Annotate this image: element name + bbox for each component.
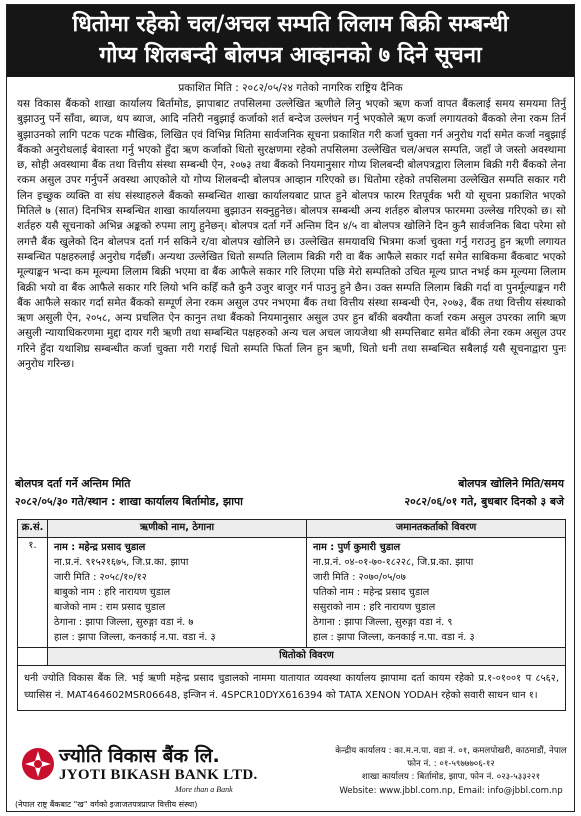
collateral-description: धनी ज्योति विकास बैंक लि. भई ऋणी महेन्द्र प्रसाद चुडालको नाममा यातायात व्यवस्था कार्यालय झापामा दर्ता कायम रहेको प्र.१-०१००१ प ८५६२, च्यासिस नं. MAT464602MSR06648, इन्जिन नं. 4SPCR10DYX616394 को TATA XENON YODAH रहेको सवारी साधन धान १। (18, 666, 566, 711)
collateral-row (18, 666, 566, 711)
bank-name-nepali: ज्योति विकास बैंक लि. (59, 745, 220, 767)
borrower-details (48, 538, 307, 648)
bank-logo-icon (21, 747, 55, 781)
borrower-citizenship: ना.प्र.नं. ९१५२१६७५, जि.प्र.का. झापा (54, 557, 189, 568)
borrower-table (17, 519, 566, 711)
guarantor-details (307, 538, 566, 648)
head-office-address: केन्द्रीय कार्यालय : का.म.न.पा. वडा नं. ०१, कमलपोखरी, काठमाडौं, नेपाल (335, 746, 567, 756)
notice-page (6, 4, 575, 812)
notice-body-text: यस विकास बैंकको शाखा कार्यालय बिर्तामोड, झापाबाट तपसिलमा उल्लेखित ऋणीले लिनु भएको ऋण कर्जा वापत बैंकलाई समय समयमा तिर्नु बुझाउनु पर्ने साँवा, ब्याज, थप ब्याज, आदि नतिरी नबुझाई कर्जाको शर्त बन्देज उल्लंघन गर्नु भएकोले ऋण कर्जा लगायतको बैंकको लेना रकम तिर्न बुझाउनको लागि पटक पटक मौखिक, लिखित एवं विभिन्न मितिमा सार्वजनिक सूचना प्रकाशित गरी कर्जा चुक्ता गर्न अनुरोध गर्दा समेत कर्जा नबुझाई बैंकको अनुरोधलाई बेवास्ता गर्नु भएको हुँदा ऋण कर्जाको धितो सुरक्षणमा रहेको तपसिलमा उल्लेखित चल/अचल सम्पति, जहाँ जे जस्तो अवस्थामा छ, सोही अवस्थामा बैंक तथा वित्तीय संस्था सम्बन्धी ऐन, २०७३ तथा बैंकको नियमानुसार गोप्य शिलबन्दी बोलपत्रद्वारा लिलाम बिक्री गरी बैंकको लेना रकम असुल उपर गर्नुपर्ने अवस्था आएकोले यो गोप्य शिलबन्दी बोलपत्र आव्हान गरिएको छ। धितोमा रहेको तपसिलमा उल्लेखित सम्पति सकार गरी लिन इच्छुक व्यक्ति वा संघ संस्थाहरुले बैंकको सम्बन्धित शाखा कार्यालयबाट प्राप्त हुने बोलपत्र फारम रितपूर्वक भरी यो सूचना प्रकाशित भएको मितिले ७ (सात) दिनभित्र सम्बन्धित शाखा कार्यालयमा बुझाउन सक्नुहुनेछ। बोलपत्र सम्बन्धी अन्य शर्तहरु बोलपत्र फारममा उल्लेख गरिएको छ। सो शर्तहरु यसै सूचनाको अभिन्न अङ्कको रुपमा लागु हुनेछन्। बोलपत्र दर्ता गर्ने अन्तिम दिन ४/५ वा बोलपत्र खोलिने दिन कुनै सार्वजनिक बिदा परेमा सो लगत्तै बैंक खुलेको दिन बोलपत्र दर्ता गर्न सकिने र/वा बोलपत्र खोलिने छ। उल्लेखित समयावधि भित्रमा कर्जा चुक्ता गर्नु गराउनु हुन ऋणी लगायत सम्बन्धित पक्षहरुलाई अनुरोध गर्दछौं। अन्यथा उल्लेखित धितो सम्पति लिलाम बिक्री गरी वा बैंक आफैले सकार गर्दा समेत साबिकमा बैंकबाट भएको मूल्याङ्कन भन्दा कम मूल्यमा लिलाम बिक्री भएमा वा बैंक आफैले सकार गरि लिएमा पछि मेरो सम्पतिको उचित मूल्य प्राप्त नभई कम मूल्यमा लिलाम बिक्री भयो वा बैंक आफैले सकार गरि लियो भनि कहिँ कतै कुनै उजुर बाजुर गर्न पाउनु हुने छैन। उक्त सम्पति लिलाम बिक्री गर्दा वा पुनर्मूल्याङ्कन गरी बैंक आफैले सकार गर्दा समेत बैंकको सम्पूर्ण लेना रकम असुल उपर नभएमा बैंक तथा वित्तीय संस्था सम्बन्धी ऐन, २०७३, बैंक तथा वित्तीय संस्थाको ऋण असुली ऐन, २०५८, अन्य प्रचलित ऐन कानुन तथा बैंकको नियमानुसार असुल उपर हुन बाँकी बक्यौता कर्जा रकम असुल उपरका लागि ऋण असुली न्यायाधिकरणमा मुद्दा दायर गरी ऋणी तथा सम्बन्धित पक्षहरुको अन्य चल अचल जायजेथा श्री सम्पत्तिबाट समेत बाँकी लेना रकम असुल उपर गरिने हुँदा यथाशिघ्र सम्बन्धीत कर्जा चुक्ता गरी गराई धितो सम्पति फिर्ता लिन हुन ऋणी, धितो धनी तथा सम्बन्धित सबैलाई यसै सूचनाद्वारा पुनः अनुरोध गरिन्छ। (17, 98, 566, 371)
opening-date-value: २०८२/०६/०१ गते, बुधबार दिनको ३ बजे (404, 495, 564, 508)
collateral-heading: धितोको विवरण (48, 648, 566, 666)
bank-tagline: More than a Bank (175, 785, 233, 794)
collateral-header-spacer (18, 648, 48, 666)
guarantor-address: ठेगाना : झापा जिल्ला, सुरुङ्गा वडा नं. ९ (313, 617, 453, 628)
deadline-values (7, 495, 574, 513)
borrower-father: बाबुको नाम : हरि नारायण चुडाल (54, 587, 171, 598)
opening-date-label: बोलपत्र खोलिने मिति/समय (458, 477, 564, 490)
notice-title-line-2: गोप्य शिलबन्दी बोलपत्र आव्हानको ७ दिने सूचना (99, 43, 482, 68)
borrower-issue-date: जारी मिति : २०५८/१०/१२ (54, 572, 147, 583)
footer (7, 741, 574, 811)
deadline-labels (7, 477, 574, 493)
table-header-row (18, 520, 566, 538)
borrower-current-address: हाल : झापा जिल्ला, कनकाई न.पा. वडा नं. ३ (54, 632, 216, 643)
guarantor-current-address: हाल : झापा जिल्ला, कनकाई न.पा. वडा नं. ३ (313, 632, 475, 643)
guarantor-citizenship: ना.प्र.नं. ०४-०१-७०-१८२२८, जि.प्र.का. झापा (313, 557, 474, 568)
header-serial: क्र.सं. (18, 520, 48, 538)
guarantor-father-in-law: ससुराको नाम : हरि नारायण चुडाल (313, 602, 436, 613)
notice-title-line-1: धितोमा रहेको चल/अचल सम्पति लिलाम बिक्री सम्बन्धी (72, 12, 509, 37)
guarantor-husband: पतिको नाम : महेन्द्र प्रसाद चुडाल (313, 587, 430, 598)
submission-deadline-label: बोलपत्र दर्ता गर्ने अन्तिम मिति (15, 477, 131, 490)
publication-line: प्रकाशित मिति : २०८२/०५/२४ गतेको नागरिक राष्ट्रिय दैनिक (178, 82, 403, 94)
submission-deadline-value: २०८२/०५/३० गते/स्थान : शाखा कार्यालय बिर्तामोड, झापा (15, 495, 243, 508)
head-office-phone: फोन नं. : ०१-५९७७७०६-१२ (407, 759, 495, 770)
notice-title-banner (7, 5, 574, 77)
bank-license-note: (नेपाल राष्ट्र बैंकबाट "ख" वर्गको इजाजतपत्रप्राप्त वित्तीय संस्था) (15, 800, 198, 809)
borrower-address: ठेगाना : झापा जिल्ला, सुरुङ्गा वडा नं. ७ (54, 617, 194, 628)
row-serial: १. (18, 538, 48, 648)
table-row (18, 538, 566, 648)
collateral-header-row (18, 648, 566, 666)
website-email: Website: www.jbbl.com.np, Email: info@jbbl.com.np (339, 785, 563, 796)
guarantor-name: नाम : पुर्ण कुमारी चुडाल (313, 542, 401, 553)
header-borrower: ऋणीको नाम, ठेगाना (48, 520, 307, 538)
bank-name-english: JYOTI BIKASH BANK LTD. (59, 767, 258, 783)
header-guarantor: जमानतकर्ताको विवरण (307, 520, 566, 538)
contact-info (333, 745, 569, 798)
borrower-name: नाम : महेन्द्र प्रसाद चुडाल (54, 542, 146, 553)
branch-office-info: शाखा कार्यालय : बिर्तामोड, झापा, फोन नं. ०२३-५३३२२१ (361, 772, 541, 783)
guarantor-issue-date: जारी मिति : २०७०/०५/०७ (313, 572, 406, 583)
borrower-grandfather: बाजेको नाम : राम प्रसाद चुडाल (54, 602, 166, 613)
